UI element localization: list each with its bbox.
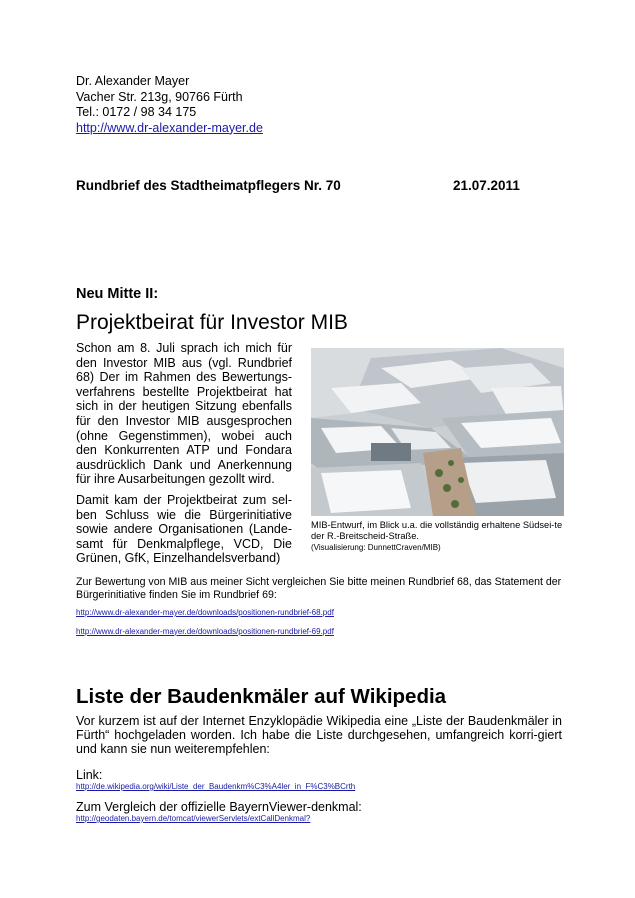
sender-website-link[interactable]: http://www.dr-alexander-mayer.de [76, 120, 263, 135]
article2-compare-block [76, 800, 362, 823]
figure-caption [311, 520, 571, 553]
article2-compare-label: Zum Vergleich der offizielle BayernViewer-denkmal: [76, 800, 362, 814]
rundbrief-68-link[interactable]: http://www.dr-alexander-mayer.de/downloads/positionen-rundbrief-68.pdf [76, 608, 334, 617]
bayernviewer-link[interactable]: http://geodaten.bayern.de/tomcat/viewerServlets/extCallDenkmal? [76, 814, 311, 823]
article2-link-label: Link: [76, 768, 103, 782]
article1-paragraph2: Damit kam der Projektbeirat zum sel-ben Schluss wie die Bürgerinitiative sowie andere Organisationen (Lande-samt für Denkmalpflege, VCD, Die Grünen, GfK, Einzelhandelsverband) [76, 492, 292, 566]
sender-street: Vacher Str. 213g, 90766 Fürth [76, 89, 243, 104]
article1-followup-block [76, 576, 566, 638]
sender-name: Dr. Alexander Mayer [76, 74, 190, 88]
sender-address-block [76, 74, 263, 136]
article1-followup-text: Zur Bewertung von MIB aus meiner Sicht vergleichen Sie bitte meinen Rundbrief 68, das Statement der Bürgerinitiative finden Sie im Rundbrief 69: [76, 576, 562, 601]
caption-text: MIB-Entwurf, im Blick u.a. die vollständig erhaltene Südsei-te der R.-Breitscheid-Straße. [311, 520, 563, 541]
article2-body: Vor kurzem ist auf der Internet Enzyklopädie Wikipedia eine „Liste der Baudenkmäler in Fürth“ hochgeladen worden. Ich habe die Liste durchgesehen, umfangreich korri-giert und kann sie nun weiterempfehlen: [76, 714, 562, 757]
sender-phone: Tel.: 0172 / 98 34 175 [76, 105, 197, 119]
article1-kicker: Neu Mitte II: [76, 286, 159, 302]
newsletter-date: 21.07.2011 [453, 178, 520, 193]
article1-headline: Projektbeirat für Investor MIB [76, 311, 348, 334]
article2-link-block [76, 768, 355, 791]
article2-headline: Liste der Baudenkmäler auf Wikipedia [76, 685, 447, 708]
newsletter-title: Rundbrief des Stadtheimatpflegers Nr. 70 [76, 178, 341, 193]
rendering-illustration [311, 348, 564, 516]
architectural-rendering-image [311, 348, 564, 516]
caption-credit: (Visualisierung: DunnettCraven/MIB) [311, 543, 441, 552]
article1-paragraph1: Schon am 8. Juli sprach ich mich für den Investor MIB aus (vgl. Rundbrief 68) Der im Rahmen des Bewertungs-verfahrens bestellte Projektbeirat hat sich in der heutigen Sitzung ebenfalls für den Investor MIB ausgesprochen (ohne Gegenstimmen), wobei auch den Konkurrenten ATP und Fondara ausdrücklich Dank und Anerkennung für ihre Ausarbeitungen gezollt wird. [76, 341, 292, 487]
rundbrief-69-link[interactable]: http://www.dr-alexander-mayer.de/downloads/positionen-rundbrief-69.pdf [76, 626, 334, 636]
article1-text-column [76, 341, 292, 566]
wikipedia-list-link[interactable]: http://de.wikipedia.org/wiki/Liste_der_Baudenkm%C3%A4ler_in_F%C3%BCrth [76, 782, 356, 791]
